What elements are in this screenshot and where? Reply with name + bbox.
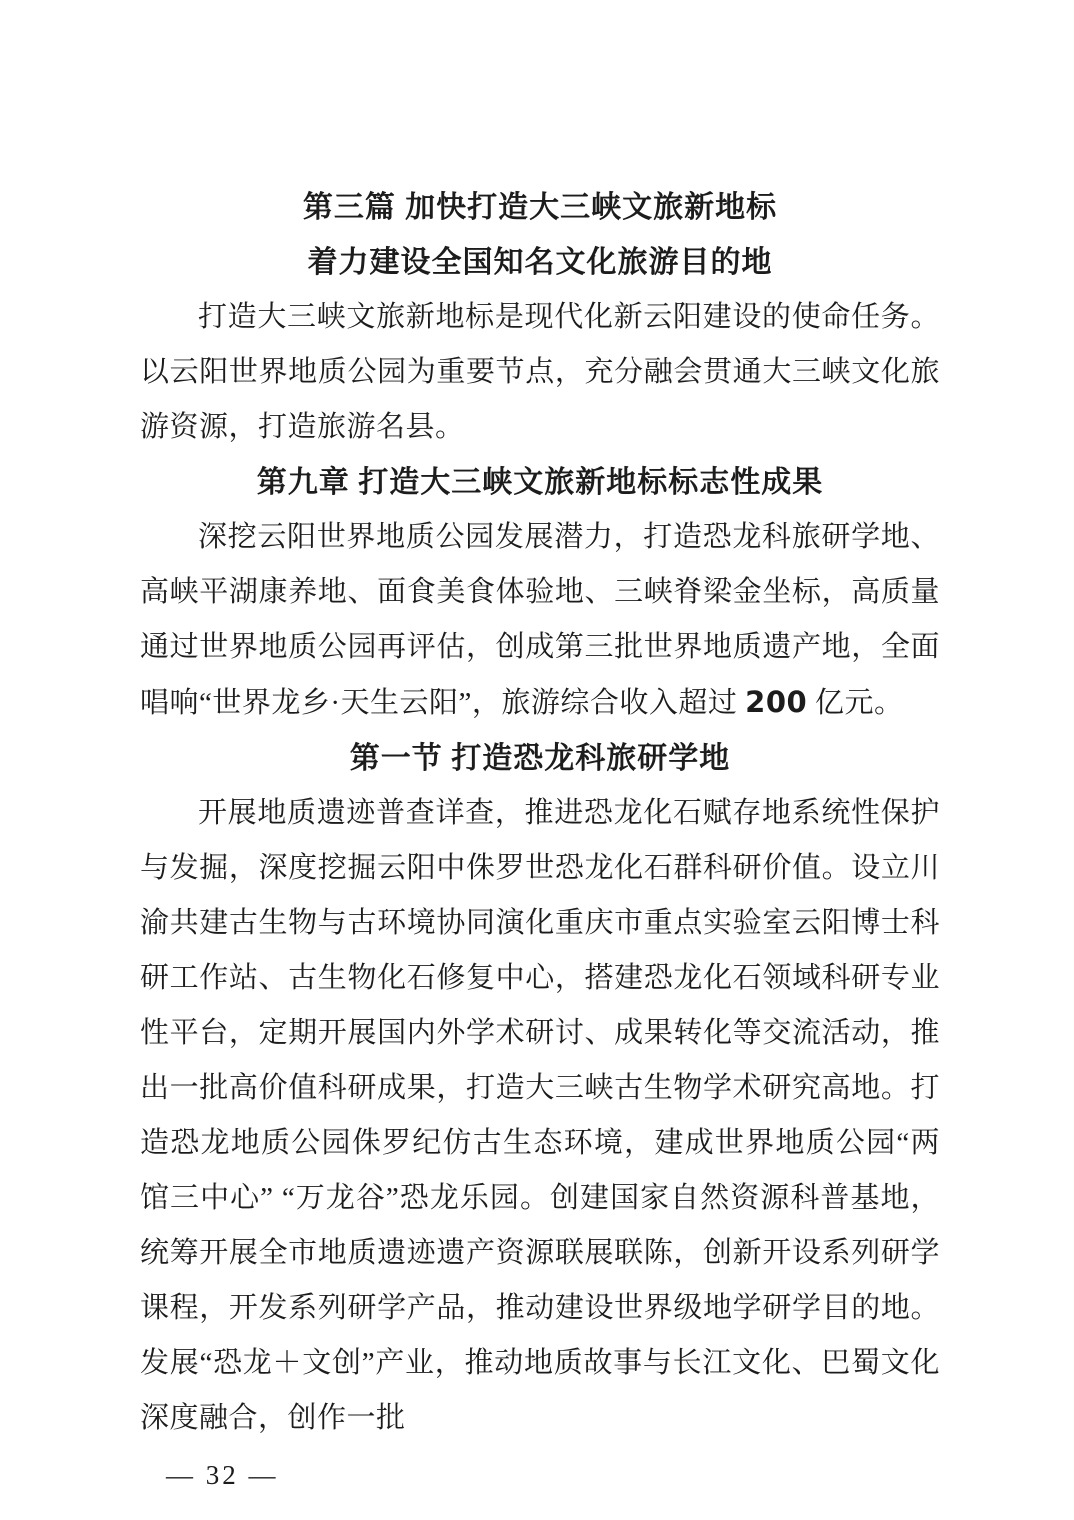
section-title: 第一节 打造恐龙科旅研学地: [349, 742, 731, 775]
chapter-paragraph: [140, 510, 940, 731]
chapter-paragraph-text: 深挖云阳世界地质公园发展潜力，打造恐龙科旅研学地、高峡平湖康养地、面食美食体验地、三峡脊梁金坐标，高质量通过世界地质公园再评估，创成第三批世界地质遗产地，全面唱响“世界龙乡·天生云阳”，旅游综合收入超过: [140, 521, 940, 719]
part-title-line2: 着力建设全国知名文化旅游目的地: [307, 246, 773, 279]
section-paragraph: 开展地质遗迹普查详查，推进恐龙化石赋存地系统性保护与发掘，深度挖掘云阳中侏罗世恐龙化石群科研价值。设立川渝共建古生物与古环境协同演化重庆市重点实验室云阳博士科研工作站、古生物化石修复中心，搭建恐龙化石领域科研专业性平台，定期开展国内外学术研讨、成果转化等交流活动，推出一批高价值科研成果，打造大三峡古生物学术研究高地。打造恐龙地质公园侏罗纪仿古生态环境，建成世界地质公园“两馆三中心” “万龙谷”恐龙乐园。创建国家自然资源科普基地，统筹开展全市地质遗迹遗产资源联展联陈，创新开设系列研学课程，开发系列研学产品，推动建设世界级地学研学目的地。发展“恐龙＋文创”产业，推动地质故事与长江文化、巴蜀文化深度融合，创作一批: [140, 797, 940, 1434]
chapter-title: 第九章 打造大三峡文旅新地标标志性成果: [256, 466, 824, 499]
page-number: — 32 —: [166, 1460, 279, 1490]
part-title-line1: 第三篇 加快打造大三峡文旅新地标: [302, 191, 778, 224]
revenue-figure: 200: [745, 685, 808, 719]
intro-paragraph: 打造大三峡文旅新地标是现代化新云阳建设的使命任务。以云阳世界地质公园为重要节点，充分融会贯通大三峡文化旅游资源，打造旅游名县。: [140, 301, 940, 443]
chapter-paragraph-tail: 亿元。: [807, 687, 904, 719]
